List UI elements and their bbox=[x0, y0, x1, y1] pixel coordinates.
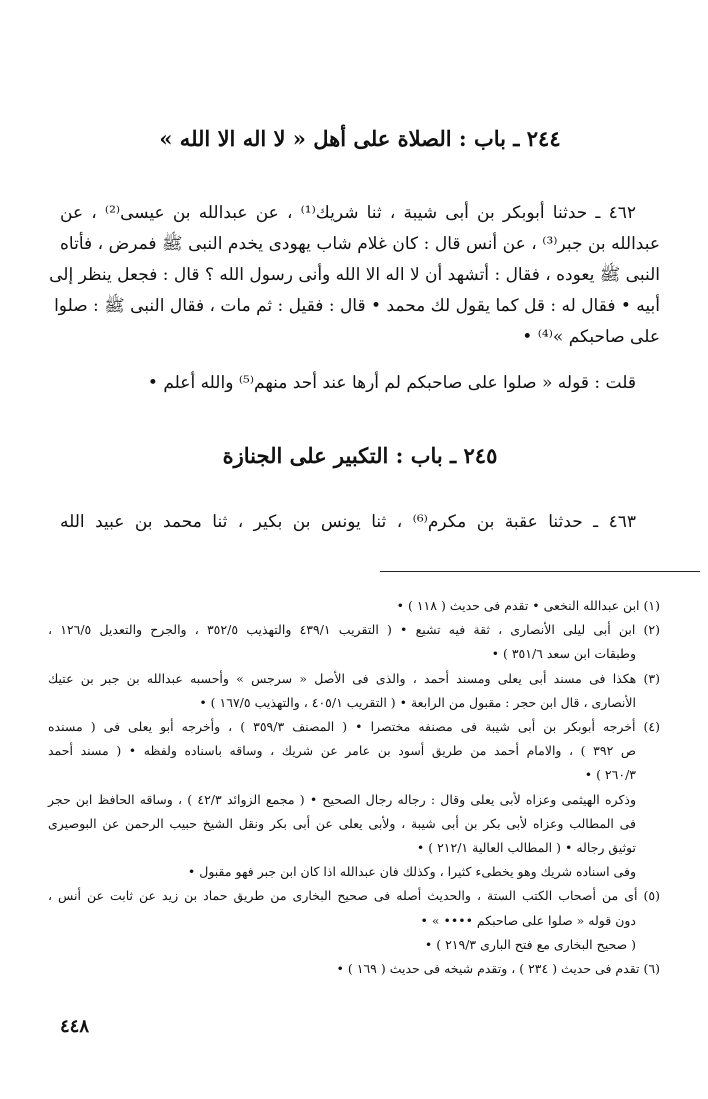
hadith-462-line: النبى ﷺ يعوده ، فقال : أتشهد أن لا اله الا الله وأنى رسول الله ؟ قال : فجعل ينظر إلى bbox=[49, 265, 660, 285]
footnote-4: (٤) أخرجه أبوبكر بن أبى شيبة فى مصنفه مختصرا • ( المصنف ٣٥٩/٣ ) ، وأخرجه أبو يعلى فى ( مسنده bbox=[48, 719, 660, 735]
hadith-463-line: ٤٦٣ ـ حدثنا عقبة بن مكرم⁽⁶⁾ ، ثنا يونس بن بكير ، ثنا محمد بن عبيد الله bbox=[60, 512, 636, 532]
footnote-3-cont: الأنصارى ، قال ابن حجر : مقبول من الرابعة • ( التقريب ٤٠٥/١ ، والتهذيب ١٦٧/٥ ) • bbox=[199, 694, 636, 710]
footnote-6: (٦) تقدم فى حديث ( ٢٣٤ ) ، وتقدم شيخه فى حديث ( ١٦٩ ) • bbox=[336, 961, 660, 977]
chapter-heading-245: ٢٤٥ ـ باب : التكبير على الجنازة bbox=[222, 443, 498, 468]
hadith-463-paragraph bbox=[60, 507, 660, 538]
hadith-462-line: عبدالله بن جبر⁽³⁾ ، عن أنس قال : كان غلام شاب يهودى يخدم النبى ﷺ فمرض ، فأتاه bbox=[60, 234, 660, 254]
hadith-462-paragraph bbox=[49, 198, 660, 353]
footnote-2-cont: وطبقات ابن سعد ٣٥١/٦ ) • bbox=[491, 646, 636, 662]
footnote-4-cont: وفى اسناده شريك وهو يخطىء كثيرا ، وكذلك فان عبدالله اذا كان ابن جبر فهو مقبول • bbox=[187, 864, 636, 880]
footnote-5-cont: دون قوله « صلوا على صاحبكم •••• » • bbox=[420, 912, 636, 928]
footnote-5: (٥) أى من أصحاب الكتب الستة ، والحديث أصله فى صحيح البخارى من طريق حماد بن زيد عن ثابت عن أنس ، bbox=[48, 888, 660, 904]
hadith-462-line: ٤٦٢ ـ حدثنا أبوبكر بن أبى شيبة ، ثنا شريك⁽¹⁾ ، عن عبدالله بن عيسى⁽²⁾ ، عن bbox=[60, 203, 636, 223]
footnote-separator bbox=[380, 571, 700, 572]
footnote-3: (٣) هكذا فى مسند أبى يعلى ومسند أحمد ، والذى فى الأصل « سرجس » وأحسبه عبدالله بن جبر بن عتيك bbox=[48, 670, 660, 686]
footnotes-section bbox=[48, 594, 660, 981]
footnote-1: (١) ابن عبدالله النخعى • تقدم فى حديث ( ١١٨ ) • bbox=[396, 598, 660, 613]
hadith-462-line: على صاحبكم »⁽⁴⁾ • bbox=[522, 327, 660, 347]
footnote-4-cont: ٢٦٠/٣ ) • bbox=[584, 767, 636, 783]
hadith-462-line: أبيه • فقال له : قل كما يقول لك محمد • قال : فقيل : ثم مات ، فقال النبى ﷺ : صلوا bbox=[54, 296, 660, 316]
chapter-heading-244: ٢٤٤ ـ باب : الصلاة على أهل « لا اله الا الله » bbox=[159, 126, 561, 151]
footnote-4-cont: وذكره الهيثمى وعزاه لأبى يعلى وقال : رجاله رجال الصحيح • ( مجمع الزوائد ٤٢/٣ ) ، وساقه الحافظ ابن حجر bbox=[48, 791, 636, 807]
page-number: ٤٤٨ bbox=[60, 1016, 90, 1037]
author-note-line: قلت : قوله « صلوا على صاحبكم لم أرها عند أحد منهم⁽⁵⁾ والله أعلم • bbox=[147, 373, 636, 393]
footnote-5-cont: ( صحيح البخارى مع فتح البارى ٢١٩/٣ ) • bbox=[424, 936, 636, 952]
footnote-4-cont: فى المطالب وعزاه لأبى بكر بن أبى شيبة ، ولأبى يعلى عن أبى بكر ونقل الشيخ حبيب الرحمن عن البوصيرى bbox=[48, 815, 636, 831]
footnote-2: (٢) ابن أبى ليلى الأنصارى ، ثقة فيه تشيع • ( التقريب ٤٣٩/١ والتهذيب ٣٥٢/٥ ، والجرح والتعديل ١٢٦/٥ ، bbox=[48, 622, 660, 638]
footnote-4-cont: توثيق رجاله • ( المطالب العالية ٢١٢/١ ) • bbox=[416, 840, 636, 856]
footnote-4-cont: ص ٣٩٢ ) ، والامام أحمد من طريق أسود بن عامر عن شريك ، وساقه باسناده ولفظه • ( مسند أحمد bbox=[48, 743, 636, 759]
author-note bbox=[60, 368, 660, 399]
